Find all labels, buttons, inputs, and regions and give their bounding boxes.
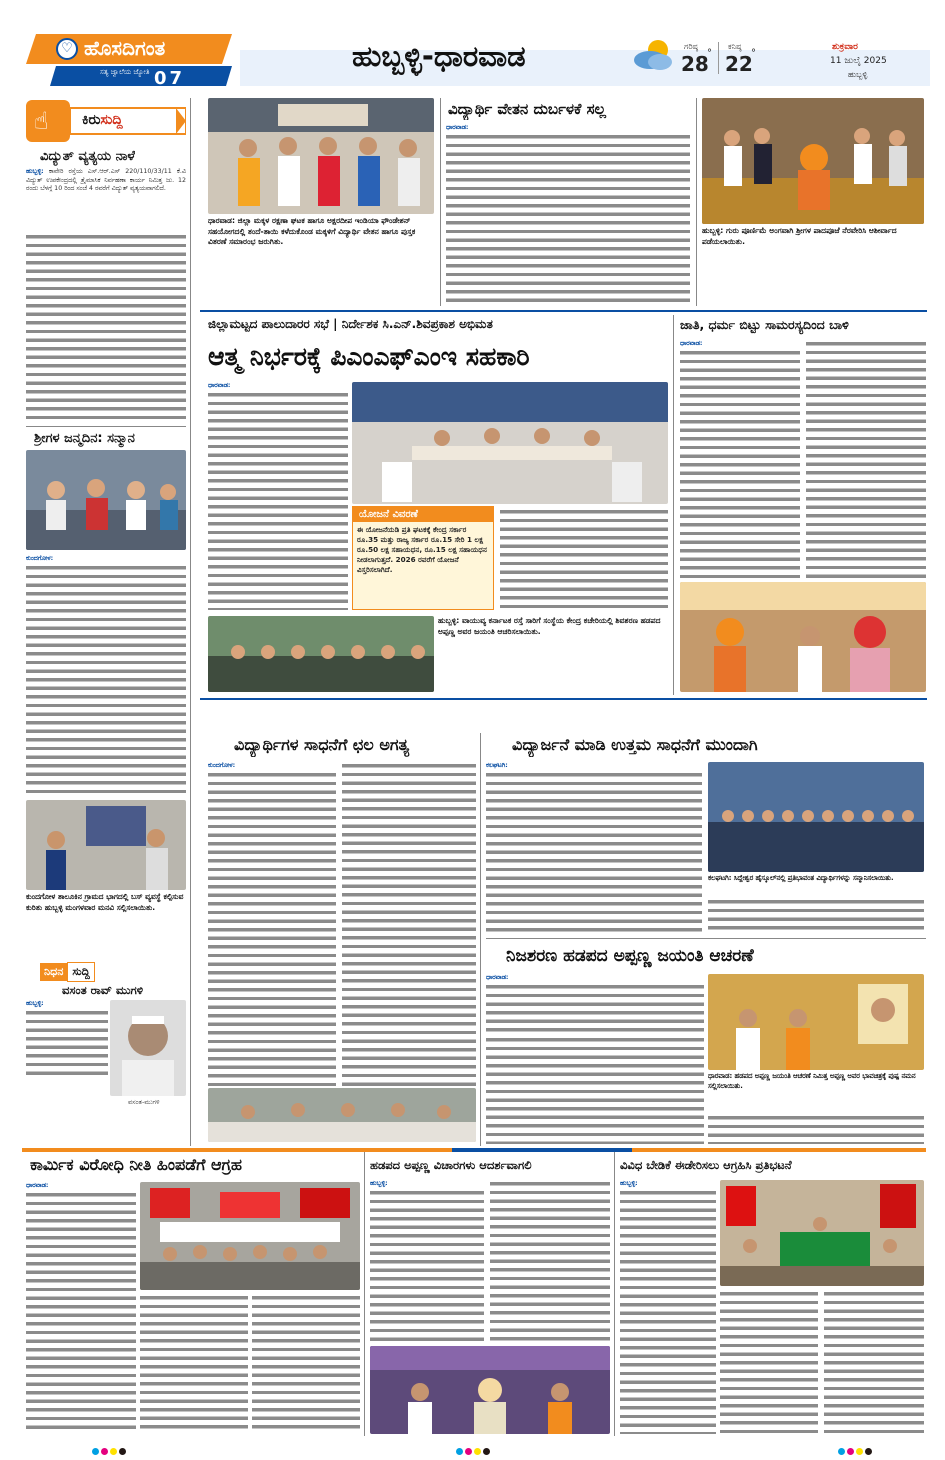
bottom-1-title: ಕಾರ್ಮಿಕ ವಿರೋಧಿ ನೀತಿ ಹಿಂಪಡೆಗೆ ಆಗ್ರಹ xyxy=(30,1155,242,1174)
dot-black xyxy=(483,1448,490,1455)
bottom-rule-blue xyxy=(452,1148,632,1152)
logo-block xyxy=(26,30,236,88)
sidebar-divider xyxy=(190,98,191,1146)
print-registration-dots-center xyxy=(456,1440,492,1459)
sidebar-story1-more xyxy=(26,233,186,419)
middle-photo xyxy=(352,382,668,504)
dot-yellow xyxy=(856,1448,863,1455)
lower-left-photo xyxy=(208,1088,476,1142)
sidebar-photo-1 xyxy=(26,450,186,550)
bottom-1-lead: ಧಾರವಾಡ: xyxy=(26,1182,49,1189)
jayanti-text-2 xyxy=(486,1036,704,1144)
middle-photo-2 xyxy=(208,616,434,692)
bottom-2-col2 xyxy=(490,1180,610,1342)
temp-divider xyxy=(718,42,719,74)
top-photo-right xyxy=(702,98,924,224)
sidebar-story1-title: ವಿದ್ಯುತ್ ವ್ಯತ್ಯಯ ನಾಳೆ xyxy=(40,149,136,164)
lower-left-title: ವಿದ್ಯಾರ್ಥಿಗಳ ಸಾಧನೆಗೆ ಛಲ ಅಗತ್ಯ xyxy=(234,735,410,754)
top-photo-left xyxy=(208,98,434,214)
dot-cyan xyxy=(92,1448,99,1455)
logo-tagline: ಸತ್ಯ ಜ್ವಾಲೆಯ ಜ್ಯೋತಿ xyxy=(100,68,150,76)
dot-magenta xyxy=(465,1448,472,1455)
bottom-3-col3 xyxy=(824,1290,924,1434)
bottom-divider-2 xyxy=(614,1152,615,1436)
right-mid-text-1 xyxy=(680,340,800,578)
right-mid-photo xyxy=(680,582,926,692)
bottom-rule-orange-2 xyxy=(632,1148,926,1152)
dot-magenta xyxy=(101,1448,108,1455)
bottom-2-title: ಹಡಪದ ಅಪ್ಪಣ್ಣ ವಿಚಾರಗಳು ಆದರ್ಶವಾಗಲಿ xyxy=(370,1158,532,1172)
right-mid-lead: ಧಾರವಾಡ: xyxy=(680,340,703,347)
bottom-3-title: ವಿವಿಧ ಬೇಡಿಕೆ ಈಡೇರಿಸಲು ಆಗ್ರಹಿಸಿ ಪ್ರತಿಭಟನೆ xyxy=(620,1158,792,1172)
bottom-3-col2 xyxy=(720,1290,818,1434)
dot-cyan xyxy=(838,1448,845,1455)
obituary-text xyxy=(26,1000,108,1080)
date-city: ಹುಬ್ಬಳ್ಳಿ xyxy=(848,70,868,79)
sidebar-story1-body: ಕಾವೇರಿ ರಸ್ತೆಯ ಎಸ್.ಆರ್.ಎಸ್ 220/110/33/11 ಕೆ.ವಿ ವಿದ್ಯುತ್ ಉಪಕೇಂದ್ರದಲ್ಲಿ ತ್ರೈಮಾಸಿಕ ನಿರ್ವಹಣಾ ಕಾರ್ಯ ನಿಮಿತ್ತ ಜು. 12 ರಂದು ಬೆಳಗ್ಗೆ 10 ರಿಂದ ಸಂಜೆ 4 ರವರೆಗೆ ವಿದ್ಯುತ್ ವ್ಯತ್ಯಯವಾಗಲಿದೆ. xyxy=(26,168,186,193)
bottom-3-lead: ಹುಬ್ಬಳ್ಳಿ: xyxy=(620,1180,638,1187)
masthead xyxy=(0,0,945,92)
sidebar-rule-1 xyxy=(26,426,186,427)
yojane-box xyxy=(352,506,494,610)
date-text: 11 ಜುಲೈ 2025 xyxy=(830,56,887,66)
kiru-label xyxy=(82,112,123,128)
obituary-sign: ವಸಂತ-ಮುಗಳಿ xyxy=(128,1098,160,1106)
right-mid-text-2 xyxy=(806,340,926,578)
sidebar-photo-2 xyxy=(26,800,186,890)
jayanti-photo xyxy=(708,974,924,1070)
top-center-text xyxy=(446,124,690,306)
dot-magenta xyxy=(847,1448,854,1455)
sidebar-story2-lead: ಕುಂದಗೋಳ: xyxy=(26,555,54,562)
dot-black xyxy=(865,1448,872,1455)
sidebar-caption-2: ಕುಂದಗೋಳ ತಾಲೂಕಿನ ಗ್ರಾಮದ ಭಾಗದಲ್ಲಿ ಬಸ್ ವ್ಯವಸ್ಥೆ ಕಲ್ಪಿಸುವ ಕುರಿತು ಹುಬ್ಬಳ್ಳಿ ಮಂಗಳವಾರ ಮನವಿ ಸಲ್ಲಿಸಲಾಯಿತು. xyxy=(26,892,184,912)
lower-right-text-2 xyxy=(708,898,924,932)
lower-right-text xyxy=(486,762,702,932)
dot-cyan xyxy=(456,1448,463,1455)
jayanti-text-3 xyxy=(708,1114,924,1144)
yojane-box-title: ಯೋಜನೆ ವಿವರಣೆ xyxy=(353,507,493,522)
top-photo-left-caption: ಧಾರವಾಡ: ಜಿಲ್ಲಾ ಮಕ್ಕಳ ರಕ್ಷಣಾ ಘಟಕ ಹಾಗೂ ಅಕ್ಷರದೀಪ ಇಂಡಿಯಾ ಫೌಂಡೇಶನ್ ಸಹಯೋಗದಲ್ಲಿ ತಂದೆ-ತಾಯಿ ಕಳೆದುಕೊಂಡ ಮಕ್ಕಳಿಗೆ ವಿದ್ಯಾರ್ಥಿ ವೇತನ ಹಾಗೂ ಪುಸ್ತಕ ವಿತರಣೆ ಸಮಾರಂಭ ಜರುಗಿತು. xyxy=(208,216,416,246)
obituary-name: ವಸಂತ ರಾವ್ ಮುಗಳಿ xyxy=(62,983,144,997)
weather-cloud-icon xyxy=(630,36,676,72)
lower-divider xyxy=(480,733,481,1146)
middle-caption: ಹುಬ್ಬಳ್ಳಿ: ವಾಯುವ್ಯ ಕರ್ನಾಟಕ ರಸ್ತೆ ಸಾರಿಗೆ ಸಂಸ್ಥೆಯ ಕೇಂದ್ರ ಕಚೇರಿಯಲ್ಲಿ ಶಿವಶರಣ ಹಡಪದ ಅಪ್ಪಣ್ಣ ಅವರ ಜಯಂತಿ ಆಚರಿಸಲಾಯಿತು. xyxy=(438,616,661,636)
lower-top-rule xyxy=(200,698,927,700)
sidebar-story1-text xyxy=(26,168,186,232)
bottom-1-col3 xyxy=(252,1294,360,1434)
top-center-title: ವಿದ್ಯಾರ್ಥಿ ವೇತನ ದುರ್ಬಳಕೆ ಸಲ್ಲ xyxy=(448,100,607,118)
jayanti-lead: ಧಾರವಾಡ: xyxy=(486,974,509,981)
temp-min-value: 28 xyxy=(681,52,709,76)
bottom-1-photo xyxy=(140,1182,360,1290)
sidebar-story1-lead: ಹುಬ್ಬಳ್ಳಿ: xyxy=(26,168,44,175)
obituary-photo xyxy=(110,1000,186,1096)
kiru-suddi-badge xyxy=(26,98,186,144)
top-center-lead: ಧಾರವಾಡ: xyxy=(446,124,469,131)
bottom-3-photo xyxy=(720,1180,924,1286)
bottom-3-col1 xyxy=(620,1180,716,1434)
top-divider-1 xyxy=(440,98,441,306)
lower-right-caption: ಕಲಘಟಗಿ: ಸಿದ್ದೇಶ್ವರ ಹೈಸ್ಕೂಲ್‌ನಲ್ಲಿ ಪ್ರತಿಭಾವಂತ ವಿದ್ಯಾರ್ಥಿಗಳನ್ನು ಸನ್ಮಾನಿಸಲಾಯಿತು. xyxy=(708,874,894,882)
lower-right-lead: ಕಲಘಟಗಿ: xyxy=(486,762,508,769)
print-registration-dots-right xyxy=(838,1440,874,1459)
date-day: ಶುಕ್ರವಾರ xyxy=(832,42,858,52)
lower-right-photo xyxy=(708,762,924,872)
bottom-1-col1 xyxy=(26,1182,136,1434)
edition-band xyxy=(240,36,930,86)
bottom-2-col1 xyxy=(370,1180,484,1342)
middle-kicker: ಜಿಲ್ಲಾಮಟ್ಟದ ಪಾಲುದಾರರ ಸಭೆ | ನಿರ್ದೇಶಕ ಸಿ.ಎನ್.ಶಿವಪ್ರಕಾಶ ಅಭಿಮತ xyxy=(208,317,493,331)
bottom-divider-1 xyxy=(364,1152,365,1436)
temp-max-label: ಕನಿಷ್ಠ xyxy=(728,42,742,51)
top-photo-right-caption: ಹುಬ್ಬಳ್ಳಿ: ಗುರು ಪೂರ್ಣಿಮೆ ಅಂಗವಾಗಿ ಶ್ರೀಗಳ ಪಾದಪೂಜೆ ನೆರವೇರಿಸಿ ಆಶೀರ್ವಾದ ಪಡೆಯಲಾಯಿತು. xyxy=(702,226,897,246)
jayanti-text-1 xyxy=(486,974,704,1034)
bottom-2-photo xyxy=(370,1346,610,1434)
nidhana-label: ನಿಧನ xyxy=(40,963,67,981)
middle-lead: ಧಾರವಾಡ: xyxy=(208,382,231,389)
bottom-2-lead: ಹುಬ್ಬಳ್ಳಿ: xyxy=(370,1180,388,1187)
hand-point-icon: ☝ xyxy=(34,107,49,135)
dot-yellow xyxy=(110,1448,117,1455)
bottom-1-col2 xyxy=(140,1294,248,1434)
jayanti-caption: ಧಾರವಾಡ: ಹಡಪದ ಅಪ್ಪಣ್ಣ ಜಯಂತಿ ಆಚರಣೆ ನಿಮಿತ್ತ ಅಪ್ಪಣ್ಣ ಅವರ ಭಾವಚಿತ್ರಕ್ಕೆ ಪುಷ್ಪ ನಮನ ಸಲ್ಲಿಸಲಾಯಿತು. xyxy=(708,1072,916,1090)
temp-max-deg: ° xyxy=(751,48,756,59)
suddi-word: ಸುದ್ದಿ xyxy=(100,112,123,128)
jayanti-title: ನಿಜಶರಣ ಹಡಪದ ಅಪ್ಪಣ್ಣ ಜಯಂತಿ ಆಚರಣೆ xyxy=(506,946,754,966)
middle-col1-text xyxy=(208,382,348,610)
sidebar-story2-text xyxy=(26,555,186,795)
logo-lamp-icon: ♡ xyxy=(56,38,78,60)
lower-left-col2 xyxy=(342,762,476,1086)
page-number: 07 xyxy=(154,68,186,89)
kiru-word: ಕಿರು xyxy=(82,112,101,128)
temp-min-label: ಗರಿಷ್ಠ xyxy=(684,42,698,51)
dot-black xyxy=(119,1448,126,1455)
jayanti-rule xyxy=(486,938,926,939)
dot-yellow xyxy=(474,1448,481,1455)
middle-top-rule xyxy=(200,310,927,312)
logo-title: ಹೊಸದಿಗಂತ xyxy=(84,36,166,60)
edition-title: ಹುಬ್ಬಳ್ಳಿ-ಧಾರವಾಡ xyxy=(352,39,526,73)
yojane-box-text: ಈ ಯೋಜನೆಯಡಿ ಪ್ರತಿ ಘಟಕಕ್ಕೆ ಕೇಂದ್ರ ಸರ್ಕಾರ ರೂ.35 ಮತ್ತು ರಾಜ್ಯ ಸರ್ಕಾರ ರೂ.15 ಸೇರಿ 1 ಲಕ್ಷ ರೂ.50 ಲಕ್ಷ ಸಹಾಯಧನ, ರೂ.15 ಲಕ್ಷ ಸಹಾಯಧನ ನೀಡಲಾಗುತ್ತದೆ. 2026 ರವರೆಗೆ ಯೋಜನೆ ವಿಸ್ತರಿಸಲಾಗಿದೆ. xyxy=(357,525,487,574)
nidhana-suddi: ಸುದ್ದಿ xyxy=(67,962,94,982)
temp-max-value: 22 xyxy=(725,52,753,76)
sidebar-story2-title: ಶ್ರೀಗಳ ಜನ್ಮದಿನ: ಸನ್ಮಾನ xyxy=(34,431,135,446)
middle-headline: ಆತ್ಮ ನಿರ್ಭರಕ್ಕೆ ಪಿಎಂಎಫ್‌ಎಂಇ ಸಹಕಾರಿ xyxy=(208,342,530,371)
lower-left-col1 xyxy=(208,762,336,1086)
lower-left-lead: ಕುಂದಗೋಳ: xyxy=(208,762,236,769)
right-mid-title: ಜಾತಿ, ಧರ್ಮ ಬಿಟ್ಟು ಸಾಮರಸ್ಯದಿಂದ ಬಾಳಿ xyxy=(680,317,849,332)
nidhana-badge xyxy=(40,960,180,980)
middle-divider xyxy=(673,315,674,695)
lower-right-title: ವಿದ್ಯಾರ್ಜನೆ ಮಾಡಿ ಉತ್ತಮ ಸಾಧನೆಗೆ ಮುಂದಾಗಿ xyxy=(512,735,758,754)
top-divider-2 xyxy=(696,98,697,306)
print-registration-dots-left xyxy=(92,1440,128,1459)
middle-col3-text xyxy=(500,508,668,610)
obituary-lead: ಹುಬ್ಬಳ್ಳಿ: xyxy=(26,1000,44,1007)
temp-min-deg: ° xyxy=(707,48,712,59)
